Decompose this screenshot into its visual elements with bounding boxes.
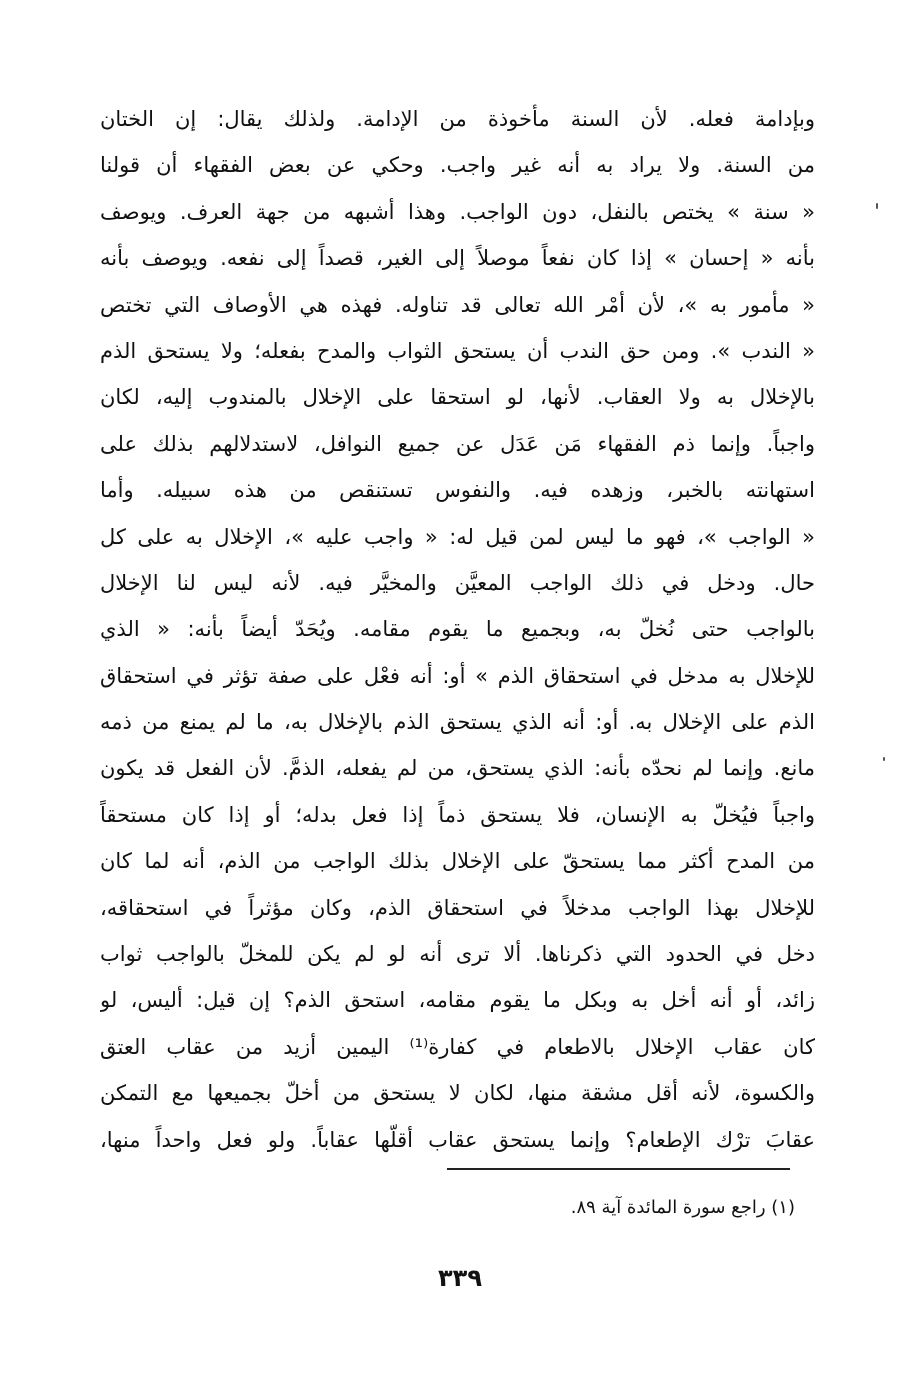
text-line: دخل في الحدود التي ذكرناها. ألا ترى أنه لو لم يكن للمخلّ بالواجب ثواب: [100, 942, 815, 967]
text-line: من السنة. ولا يراد به أنه غير واجب. وحكي عن بعض الفقهاء أن قولنا: [100, 153, 815, 178]
text-line: بأنه « إحسان » إذا كان نفعاً موصلاً إلى الغير، قصداً إلى نفعه. ويوصف بأنه: [100, 246, 815, 271]
text-line: كان عقاب الإخلال بالاطعام في كفارة⁽¹⁾ اليمين أزيد من عقاب العتق: [100, 1034, 815, 1059]
text-line: « مأمور به »، لأن أمْر الله تعالى قد تناوله. فهذه هي الأوصاف التي تختص: [100, 292, 815, 317]
text-line: بالإخلال به ولا العقاب. لأنها، لو استحقا على الإخلال بالمندوب إليه، لكان: [100, 385, 815, 410]
text-line: « الواجب »، فهو ما ليس لمن قيل له: « واجب عليه »، الإخلال به على كل: [100, 524, 815, 549]
scan-speck: [883, 757, 885, 761]
text-line: حال. ودخل في ذلك الواجب المعيَّن والمخيَّر فيه. لأنه ليس لنا الإخلال: [100, 570, 815, 595]
text-line: للإخلال بهذا الواجب مدخلاً في استحقاق الذم، وكان مؤثراً في استحقاقه،: [100, 895, 815, 920]
text-line: « سنة » يختص بالنفل، دون الواجب. وهذا أشبهه من جهة العرف. ويوصف: [100, 199, 815, 224]
text-line: عقابَ ترْك الإطعام؟ وإنما يستحق عقاب أقلّها عقاباً. ولو فعل واحداً منها،: [100, 1127, 815, 1152]
text-line: « الندب ». ومن حق الندب أن يستحق الثواب والمدح بفعله؛ ولا يستحق الذم: [100, 338, 815, 363]
scan-speck: [876, 203, 878, 209]
text-line: وبإدامة فعله. لأن السنة مأخوذة من الإدامة. ولذلك يقال: إن الختان: [100, 107, 815, 131]
text-line: بالواجب حتى نُخلّ به، وبجميع ما يقوم مقامه. ويُحَدّ أيضاً بأنه: « الذي: [100, 617, 815, 642]
text-line: والكسوة، لأنه أقل مشقة منها، لكان لا يستحق من أخلّ بجميعها مع التمكن: [100, 1081, 815, 1106]
text-line: من المدح أكثر مما يستحقّ على الإخلال بذلك الواجب من الذم، أنه لما كان: [100, 849, 815, 874]
text-line: واجباً. وإنما ذم الفقهاء مَن عَدَل عن جميع النوافل، لاستدلالهم بذلك على: [100, 431, 815, 456]
footnote: (١) راجع سورة المائدة آية ٨٩.: [570, 1197, 795, 1218]
text-line: للإخلال به مدخل في استحقاق الذم » أو: أنه فعْل على صفة تؤثر في استحقاق: [100, 663, 815, 688]
main-text-block: [100, 96, 815, 1163]
text-line: مانع. وإنما لم نحدّه بأنه: الذي يستحق، من لم يفعله، الذمَّ. لأن الفعل قد يكون: [100, 756, 815, 781]
text-line: استهانته بالخبر، وزهده فيه. والنفوس تستنقص من هذه سبيله. وأما: [100, 478, 815, 503]
text-line: واجباً فيُخلّ به الإنسان، فلا يستحق ذماً إذا فعل بدله؛ أو إذا كان مستحقاً: [100, 802, 815, 827]
footnote-divider: [447, 1168, 790, 1170]
text-line: الذم على الإخلال به. أو: أنه الذي يستحق الذم بالإخلال به، ما لم يمنع من ذمه: [100, 710, 815, 735]
page-number: ٣٣٩: [438, 1264, 482, 1292]
text-line: زائد، أو أنه أخل به وبكل ما يقوم مقامه، استحق الذم؟ إن قيل: أليس، لو: [100, 988, 815, 1013]
